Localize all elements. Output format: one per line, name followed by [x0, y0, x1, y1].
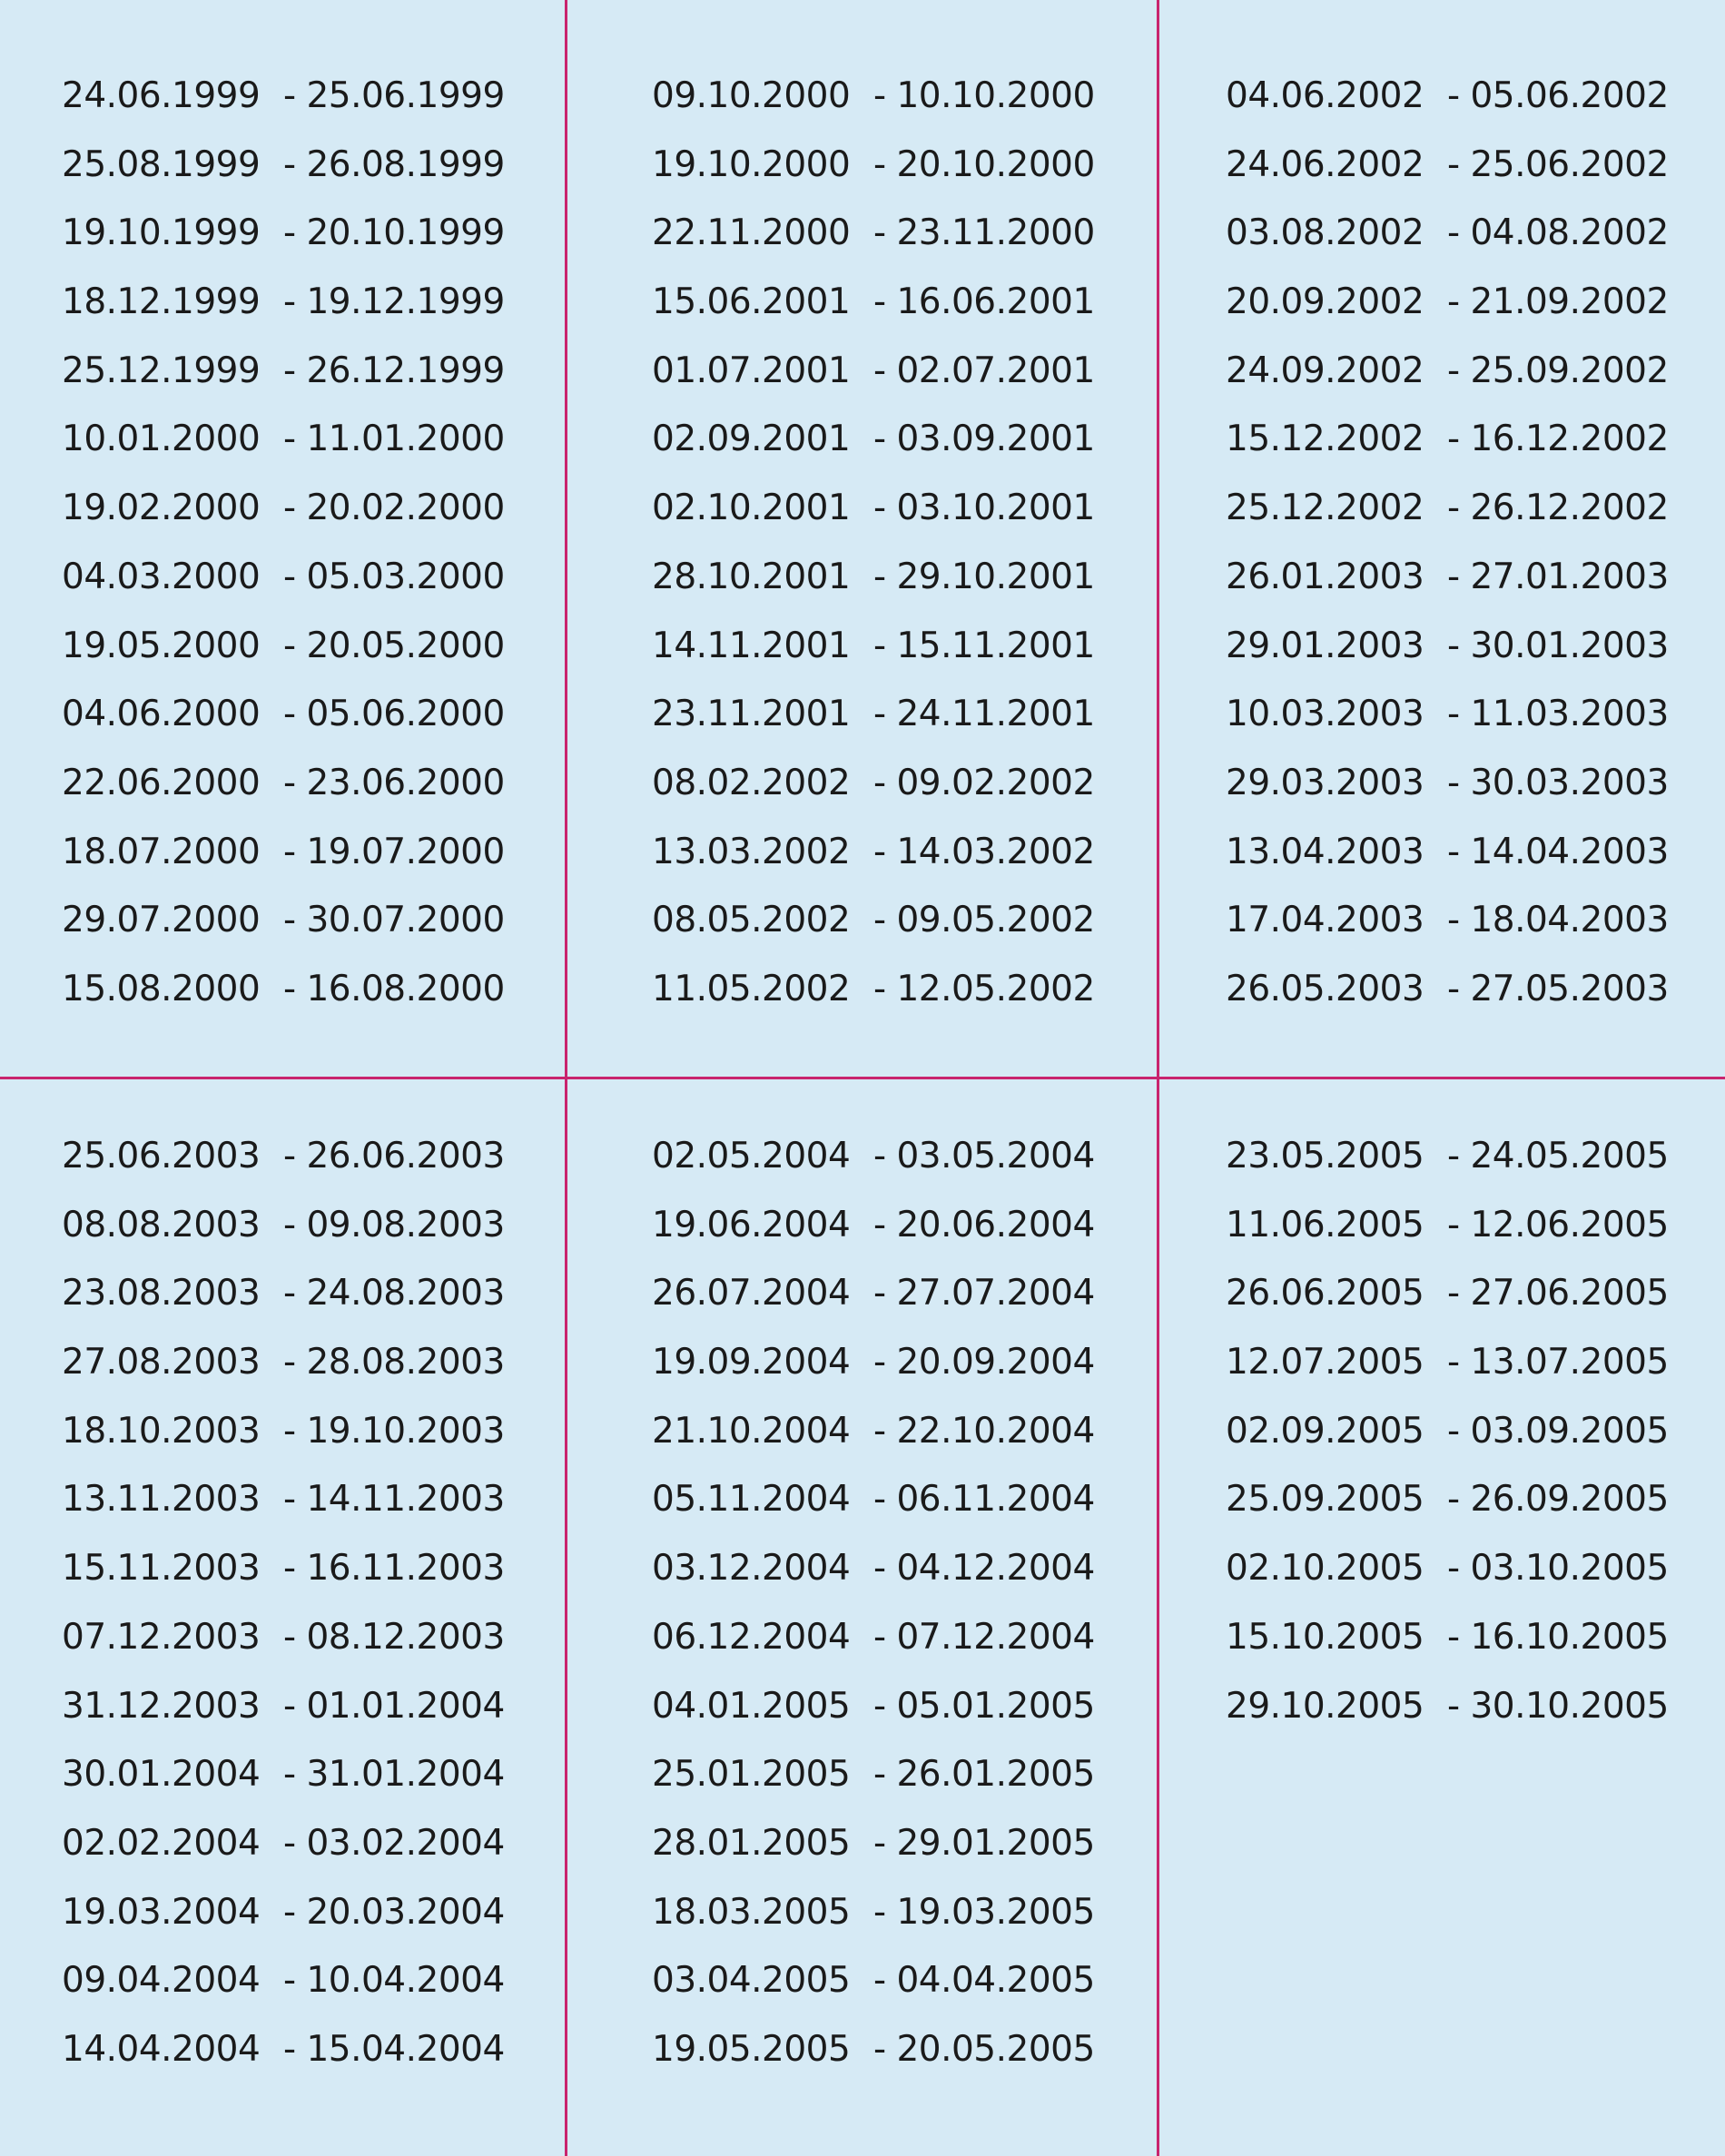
range-start-date: 25.08.1999 — [62, 143, 261, 185]
range-start-date: 25.06.2003 — [62, 1136, 261, 1176]
range-end-date: - 08.12.2003 — [283, 1616, 505, 1658]
range-start-date: 15.11.2003 — [62, 1548, 261, 1590]
range-start-date: 07.12.2003 — [62, 1616, 261, 1658]
range-start-date: 11.06.2005 — [1226, 1204, 1424, 1245]
range-start-date: 04.01.2005 — [652, 1685, 851, 1727]
date-range-row — [1226, 1122, 1716, 1191]
range-end-date: - 04.08.2002 — [1447, 212, 1669, 254]
range-start-date: 03.12.2004 — [652, 1548, 851, 1590]
range-end-date: - 29.01.2005 — [873, 1822, 1095, 1864]
date-range-row — [62, 1397, 552, 1466]
range-start-date: 19.05.2005 — [652, 2028, 851, 2070]
range-end-date: - 05.06.2000 — [283, 694, 505, 735]
range-end-date: - 04.04.2005 — [873, 1960, 1095, 2002]
date-cell-bottom-right — [1226, 1122, 1716, 1740]
range-start-date: 23.05.2005 — [1226, 1136, 1424, 1176]
range-end-date: - 01.01.2004 — [283, 1685, 505, 1727]
range-start-date: 08.02.2002 — [652, 762, 851, 803]
range-end-date: - 05.06.2002 — [1447, 75, 1669, 116]
date-range-row — [1226, 131, 1716, 200]
date-range-row — [62, 749, 552, 818]
range-end-date: - 05.03.2000 — [283, 556, 505, 597]
date-range-row — [652, 886, 1142, 955]
range-start-date: 19.09.2004 — [652, 1342, 851, 1383]
date-range-row — [62, 1122, 552, 1191]
range-end-date: - 20.09.2004 — [873, 1342, 1095, 1383]
range-start-date: 29.01.2003 — [1226, 625, 1424, 666]
range-end-date: - 30.10.2005 — [1447, 1685, 1669, 1727]
date-range-row — [1226, 1397, 1716, 1466]
range-end-date: - 19.10.2003 — [283, 1410, 505, 1452]
range-start-date: 26.06.2005 — [1226, 1273, 1424, 1314]
date-range-row — [652, 955, 1142, 1024]
range-end-date: - 10.10.2000 — [873, 75, 1095, 116]
range-end-date: - 24.05.2005 — [1447, 1136, 1669, 1176]
range-end-date: - 10.04.2004 — [283, 1960, 505, 2002]
date-range-row — [62, 1259, 552, 1328]
range-start-date: 22.06.2000 — [62, 762, 261, 803]
date-range-row — [62, 1672, 552, 1741]
range-end-date: - 16.10.2005 — [1447, 1616, 1669, 1658]
range-end-date: - 20.05.2005 — [873, 2028, 1095, 2070]
range-start-date: 05.11.2004 — [652, 1479, 851, 1521]
range-end-date: - 28.08.2003 — [283, 1342, 505, 1383]
range-end-date: - 21.09.2002 — [1447, 281, 1669, 323]
range-start-date: 28.10.2001 — [652, 556, 851, 597]
range-start-date: 19.10.2000 — [652, 143, 851, 185]
date-range-row — [652, 62, 1142, 131]
range-end-date: - 22.10.2004 — [873, 1410, 1095, 1452]
date-range-row — [1226, 1534, 1716, 1603]
range-end-date: - 20.02.2000 — [283, 487, 505, 529]
date-range-row — [1226, 1328, 1716, 1397]
range-end-date: - 15.04.2004 — [283, 2028, 505, 2070]
date-range-row — [62, 543, 552, 612]
date-range-row — [652, 1672, 1142, 1741]
range-end-date: - 16.06.2001 — [873, 281, 1095, 323]
range-start-date: 02.10.2001 — [652, 487, 851, 529]
date-range-row — [652, 818, 1142, 887]
range-start-date: 09.04.2004 — [62, 1960, 261, 2002]
range-end-date: - 04.12.2004 — [873, 1548, 1095, 1590]
range-end-date: - 27.07.2004 — [873, 1273, 1095, 1314]
range-start-date: 04.06.2000 — [62, 694, 261, 735]
range-start-date: 08.05.2002 — [652, 900, 851, 941]
date-cell-top-middle — [652, 62, 1142, 1024]
range-end-date: - 26.09.2005 — [1447, 1479, 1669, 1521]
range-end-date: - 29.10.2001 — [873, 556, 1095, 597]
range-start-date: 25.12.2002 — [1226, 487, 1424, 529]
date-range-row — [62, 131, 552, 200]
range-end-date: - 20.10.1999 — [283, 212, 505, 254]
range-start-date: 13.04.2003 — [1226, 831, 1424, 872]
range-end-date: - 26.08.1999 — [283, 143, 505, 185]
date-range-row — [652, 199, 1142, 268]
date-range-row — [62, 268, 552, 337]
range-end-date: - 14.03.2002 — [873, 831, 1095, 872]
date-range-row — [62, 199, 552, 268]
date-range-row — [652, 1191, 1142, 1260]
date-range-row — [652, 749, 1142, 818]
date-range-row — [62, 1878, 552, 1947]
range-start-date: 23.08.2003 — [62, 1273, 261, 1314]
range-start-date: 24.09.2002 — [1226, 349, 1424, 391]
range-start-date: 18.03.2005 — [652, 1891, 851, 1933]
range-start-date: 15.10.2005 — [1226, 1616, 1424, 1658]
range-end-date: - 09.02.2002 — [873, 762, 1095, 803]
range-end-date: - 05.01.2005 — [873, 1685, 1095, 1727]
date-range-row — [62, 1328, 552, 1397]
range-start-date: 10.03.2003 — [1226, 694, 1424, 735]
range-end-date: - 16.12.2002 — [1447, 418, 1669, 460]
date-range-row — [652, 1328, 1142, 1397]
range-start-date: 25.09.2005 — [1226, 1479, 1424, 1521]
range-start-date: 29.07.2000 — [62, 900, 261, 941]
range-start-date: 03.08.2002 — [1226, 212, 1424, 254]
range-end-date: - 11.01.2000 — [283, 418, 505, 460]
range-start-date: 14.11.2001 — [652, 625, 851, 666]
range-end-date: - 11.03.2003 — [1447, 694, 1669, 735]
range-end-date: - 26.12.2002 — [1447, 487, 1669, 529]
range-end-date: - 25.06.2002 — [1447, 143, 1669, 185]
date-range-row — [1226, 199, 1716, 268]
date-cell-top-left — [62, 62, 552, 1024]
date-range-row — [1226, 474, 1716, 543]
date-range-row — [1226, 1672, 1716, 1741]
range-start-date: 24.06.2002 — [1226, 143, 1424, 185]
range-start-date: 28.01.2005 — [652, 1822, 851, 1864]
range-end-date: - 16.11.2003 — [283, 1548, 505, 1590]
date-range-row — [1226, 543, 1716, 612]
date-range-row — [62, 1603, 552, 1672]
date-range-row — [652, 1122, 1142, 1191]
date-range-row — [62, 2015, 552, 2084]
range-start-date: 01.07.2001 — [652, 349, 851, 391]
date-cell-top-right — [1226, 62, 1716, 1024]
range-start-date: 02.09.2001 — [652, 418, 851, 460]
range-start-date: 08.08.2003 — [62, 1204, 261, 1245]
range-start-date: 09.10.2000 — [652, 75, 851, 116]
range-start-date: 02.10.2005 — [1226, 1548, 1424, 1590]
date-cell-bottom-left — [62, 1122, 552, 2084]
range-start-date: 22.11.2000 — [652, 212, 851, 254]
date-range-row — [62, 1534, 552, 1603]
range-start-date: 11.05.2002 — [652, 968, 851, 1009]
date-range-row — [652, 268, 1142, 337]
date-range-row — [1226, 1603, 1716, 1672]
range-end-date: - 09.08.2003 — [283, 1204, 505, 1245]
date-range-row — [652, 337, 1142, 406]
date-range-row — [62, 1809, 552, 1878]
range-end-date: - 03.09.2001 — [873, 418, 1095, 460]
range-end-date: - 14.11.2003 — [283, 1479, 505, 1521]
range-start-date: 26.01.2003 — [1226, 556, 1424, 597]
range-end-date: - 27.06.2005 — [1447, 1273, 1669, 1314]
range-end-date: - 12.06.2005 — [1447, 1204, 1669, 1245]
range-start-date: 25.12.1999 — [62, 349, 261, 391]
range-end-date: - 12.05.2002 — [873, 968, 1095, 1009]
range-end-date: - 06.11.2004 — [873, 1479, 1095, 1521]
range-start-date: 18.07.2000 — [62, 831, 261, 872]
date-range-row — [652, 543, 1142, 612]
range-start-date: 02.09.2005 — [1226, 1410, 1424, 1452]
date-range-row — [652, 1603, 1142, 1672]
range-start-date: 20.09.2002 — [1226, 281, 1424, 323]
range-start-date: 24.06.1999 — [62, 75, 261, 116]
date-range-row — [652, 474, 1142, 543]
date-range-row — [62, 818, 552, 887]
date-range-row — [652, 405, 1142, 474]
range-end-date: - 23.06.2000 — [283, 762, 505, 803]
range-end-date: - 20.03.2004 — [283, 1891, 505, 1933]
range-start-date: 15.08.2000 — [62, 968, 261, 1009]
range-start-date: 19.06.2004 — [652, 1204, 851, 1245]
range-end-date: - 26.01.2005 — [873, 1754, 1095, 1796]
range-start-date: 21.10.2004 — [652, 1410, 851, 1452]
date-range-row — [1226, 612, 1716, 681]
date-range-row — [652, 1740, 1142, 1809]
date-range-row — [652, 612, 1142, 681]
date-range-row — [1226, 818, 1716, 887]
range-end-date: - 26.12.1999 — [283, 349, 505, 391]
range-end-date: - 07.12.2004 — [873, 1616, 1095, 1658]
range-end-date: - 27.05.2003 — [1447, 968, 1669, 1009]
date-range-row — [652, 1809, 1142, 1878]
date-range-row — [652, 1878, 1142, 1947]
range-end-date: - 23.11.2000 — [873, 212, 1095, 254]
range-end-date: - 27.01.2003 — [1447, 556, 1669, 597]
range-start-date: 03.04.2005 — [652, 1960, 851, 2002]
date-range-row — [652, 1259, 1142, 1328]
date-range-row — [1226, 1259, 1716, 1328]
range-start-date: 13.03.2002 — [652, 831, 851, 872]
date-range-row — [62, 1740, 552, 1809]
date-range-row — [1226, 268, 1716, 337]
date-range-row — [62, 1191, 552, 1260]
range-end-date: - 26.06.2003 — [283, 1136, 505, 1176]
range-end-date: - 09.05.2002 — [873, 900, 1095, 941]
range-end-date: - 25.06.1999 — [283, 75, 505, 116]
range-end-date: - 19.03.2005 — [873, 1891, 1095, 1933]
range-start-date: 10.01.2000 — [62, 418, 261, 460]
range-end-date: - 20.05.2000 — [283, 625, 505, 666]
range-end-date: - 24.11.2001 — [873, 694, 1095, 735]
date-range-row — [62, 405, 552, 474]
date-range-row — [62, 612, 552, 681]
date-range-row — [62, 337, 552, 406]
range-end-date: - 20.10.2000 — [873, 143, 1095, 185]
date-range-row — [1226, 405, 1716, 474]
range-end-date: - 19.07.2000 — [283, 831, 505, 872]
date-range-row — [62, 1946, 552, 2015]
range-end-date: - 03.10.2001 — [873, 487, 1095, 529]
range-start-date: 02.02.2004 — [62, 1822, 261, 1864]
date-range-row — [652, 1946, 1142, 2015]
date-range-row — [62, 886, 552, 955]
range-start-date: 04.06.2002 — [1226, 75, 1424, 116]
range-end-date: - 13.07.2005 — [1447, 1342, 1669, 1383]
range-start-date: 18.12.1999 — [62, 281, 261, 323]
range-start-date: 02.05.2004 — [652, 1136, 851, 1176]
range-start-date: 18.10.2003 — [62, 1410, 261, 1452]
range-start-date: 27.08.2003 — [62, 1342, 261, 1383]
date-range-row — [652, 1534, 1142, 1603]
range-end-date: - 25.09.2002 — [1447, 349, 1669, 391]
range-start-date: 29.03.2003 — [1226, 762, 1424, 803]
date-range-row — [1226, 680, 1716, 749]
range-start-date: 15.12.2002 — [1226, 418, 1424, 460]
range-end-date: - 20.06.2004 — [873, 1204, 1095, 1245]
date-range-row — [1226, 1191, 1716, 1260]
date-range-row — [62, 474, 552, 543]
date-range-row — [652, 1465, 1142, 1534]
date-range-row — [62, 62, 552, 131]
range-start-date: 19.02.2000 — [62, 487, 261, 529]
date-range-row — [652, 1397, 1142, 1466]
date-cell-bottom-middle — [652, 1122, 1142, 2084]
range-start-date: 23.11.2001 — [652, 694, 851, 735]
range-start-date: 15.06.2001 — [652, 281, 851, 323]
date-range-row — [62, 1465, 552, 1534]
range-end-date: - 30.07.2000 — [283, 900, 505, 941]
range-start-date: 12.07.2005 — [1226, 1342, 1424, 1383]
range-end-date: - 03.05.2004 — [873, 1136, 1095, 1176]
range-start-date: 06.12.2004 — [652, 1616, 851, 1658]
range-end-date: - 31.01.2004 — [283, 1754, 505, 1796]
range-end-date: - 03.10.2005 — [1447, 1548, 1669, 1590]
date-range-row — [652, 680, 1142, 749]
date-range-row — [652, 2015, 1142, 2084]
horizontal-divider — [0, 1077, 1725, 1079]
range-end-date: - 30.03.2003 — [1447, 762, 1669, 803]
range-end-date: - 18.04.2003 — [1447, 900, 1669, 941]
range-start-date: 29.10.2005 — [1226, 1685, 1424, 1727]
range-end-date: - 15.11.2001 — [873, 625, 1095, 666]
date-range-row — [62, 680, 552, 749]
range-end-date: - 14.04.2003 — [1447, 831, 1669, 872]
range-start-date: 26.07.2004 — [652, 1273, 851, 1314]
range-start-date: 14.04.2004 — [62, 2028, 261, 2070]
range-end-date: - 16.08.2000 — [283, 968, 505, 1009]
range-end-date: - 03.09.2005 — [1447, 1410, 1669, 1452]
range-start-date: 13.11.2003 — [62, 1479, 261, 1521]
range-start-date: 04.03.2000 — [62, 556, 261, 597]
date-range-row — [1226, 955, 1716, 1024]
range-start-date: 31.12.2003 — [62, 1685, 261, 1727]
range-start-date: 25.01.2005 — [652, 1754, 851, 1796]
range-start-date: 19.05.2000 — [62, 625, 261, 666]
date-range-row — [1226, 1465, 1716, 1534]
range-start-date: 17.04.2003 — [1226, 900, 1424, 941]
range-start-date: 19.10.1999 — [62, 212, 261, 254]
date-range-row — [1226, 62, 1716, 131]
date-range-row — [652, 131, 1142, 200]
range-start-date: 26.05.2003 — [1226, 968, 1424, 1009]
range-end-date: - 30.01.2003 — [1447, 625, 1669, 666]
date-range-row — [62, 955, 552, 1024]
date-range-row — [1226, 337, 1716, 406]
range-end-date: - 03.02.2004 — [283, 1822, 505, 1864]
range-start-date: 19.03.2004 — [62, 1891, 261, 1933]
range-end-date: - 02.07.2001 — [873, 349, 1095, 391]
date-range-row — [1226, 749, 1716, 818]
range-end-date: - 24.08.2003 — [283, 1273, 505, 1314]
range-end-date: - 19.12.1999 — [283, 281, 505, 323]
range-start-date: 30.01.2004 — [62, 1754, 261, 1796]
date-range-row — [1226, 886, 1716, 955]
